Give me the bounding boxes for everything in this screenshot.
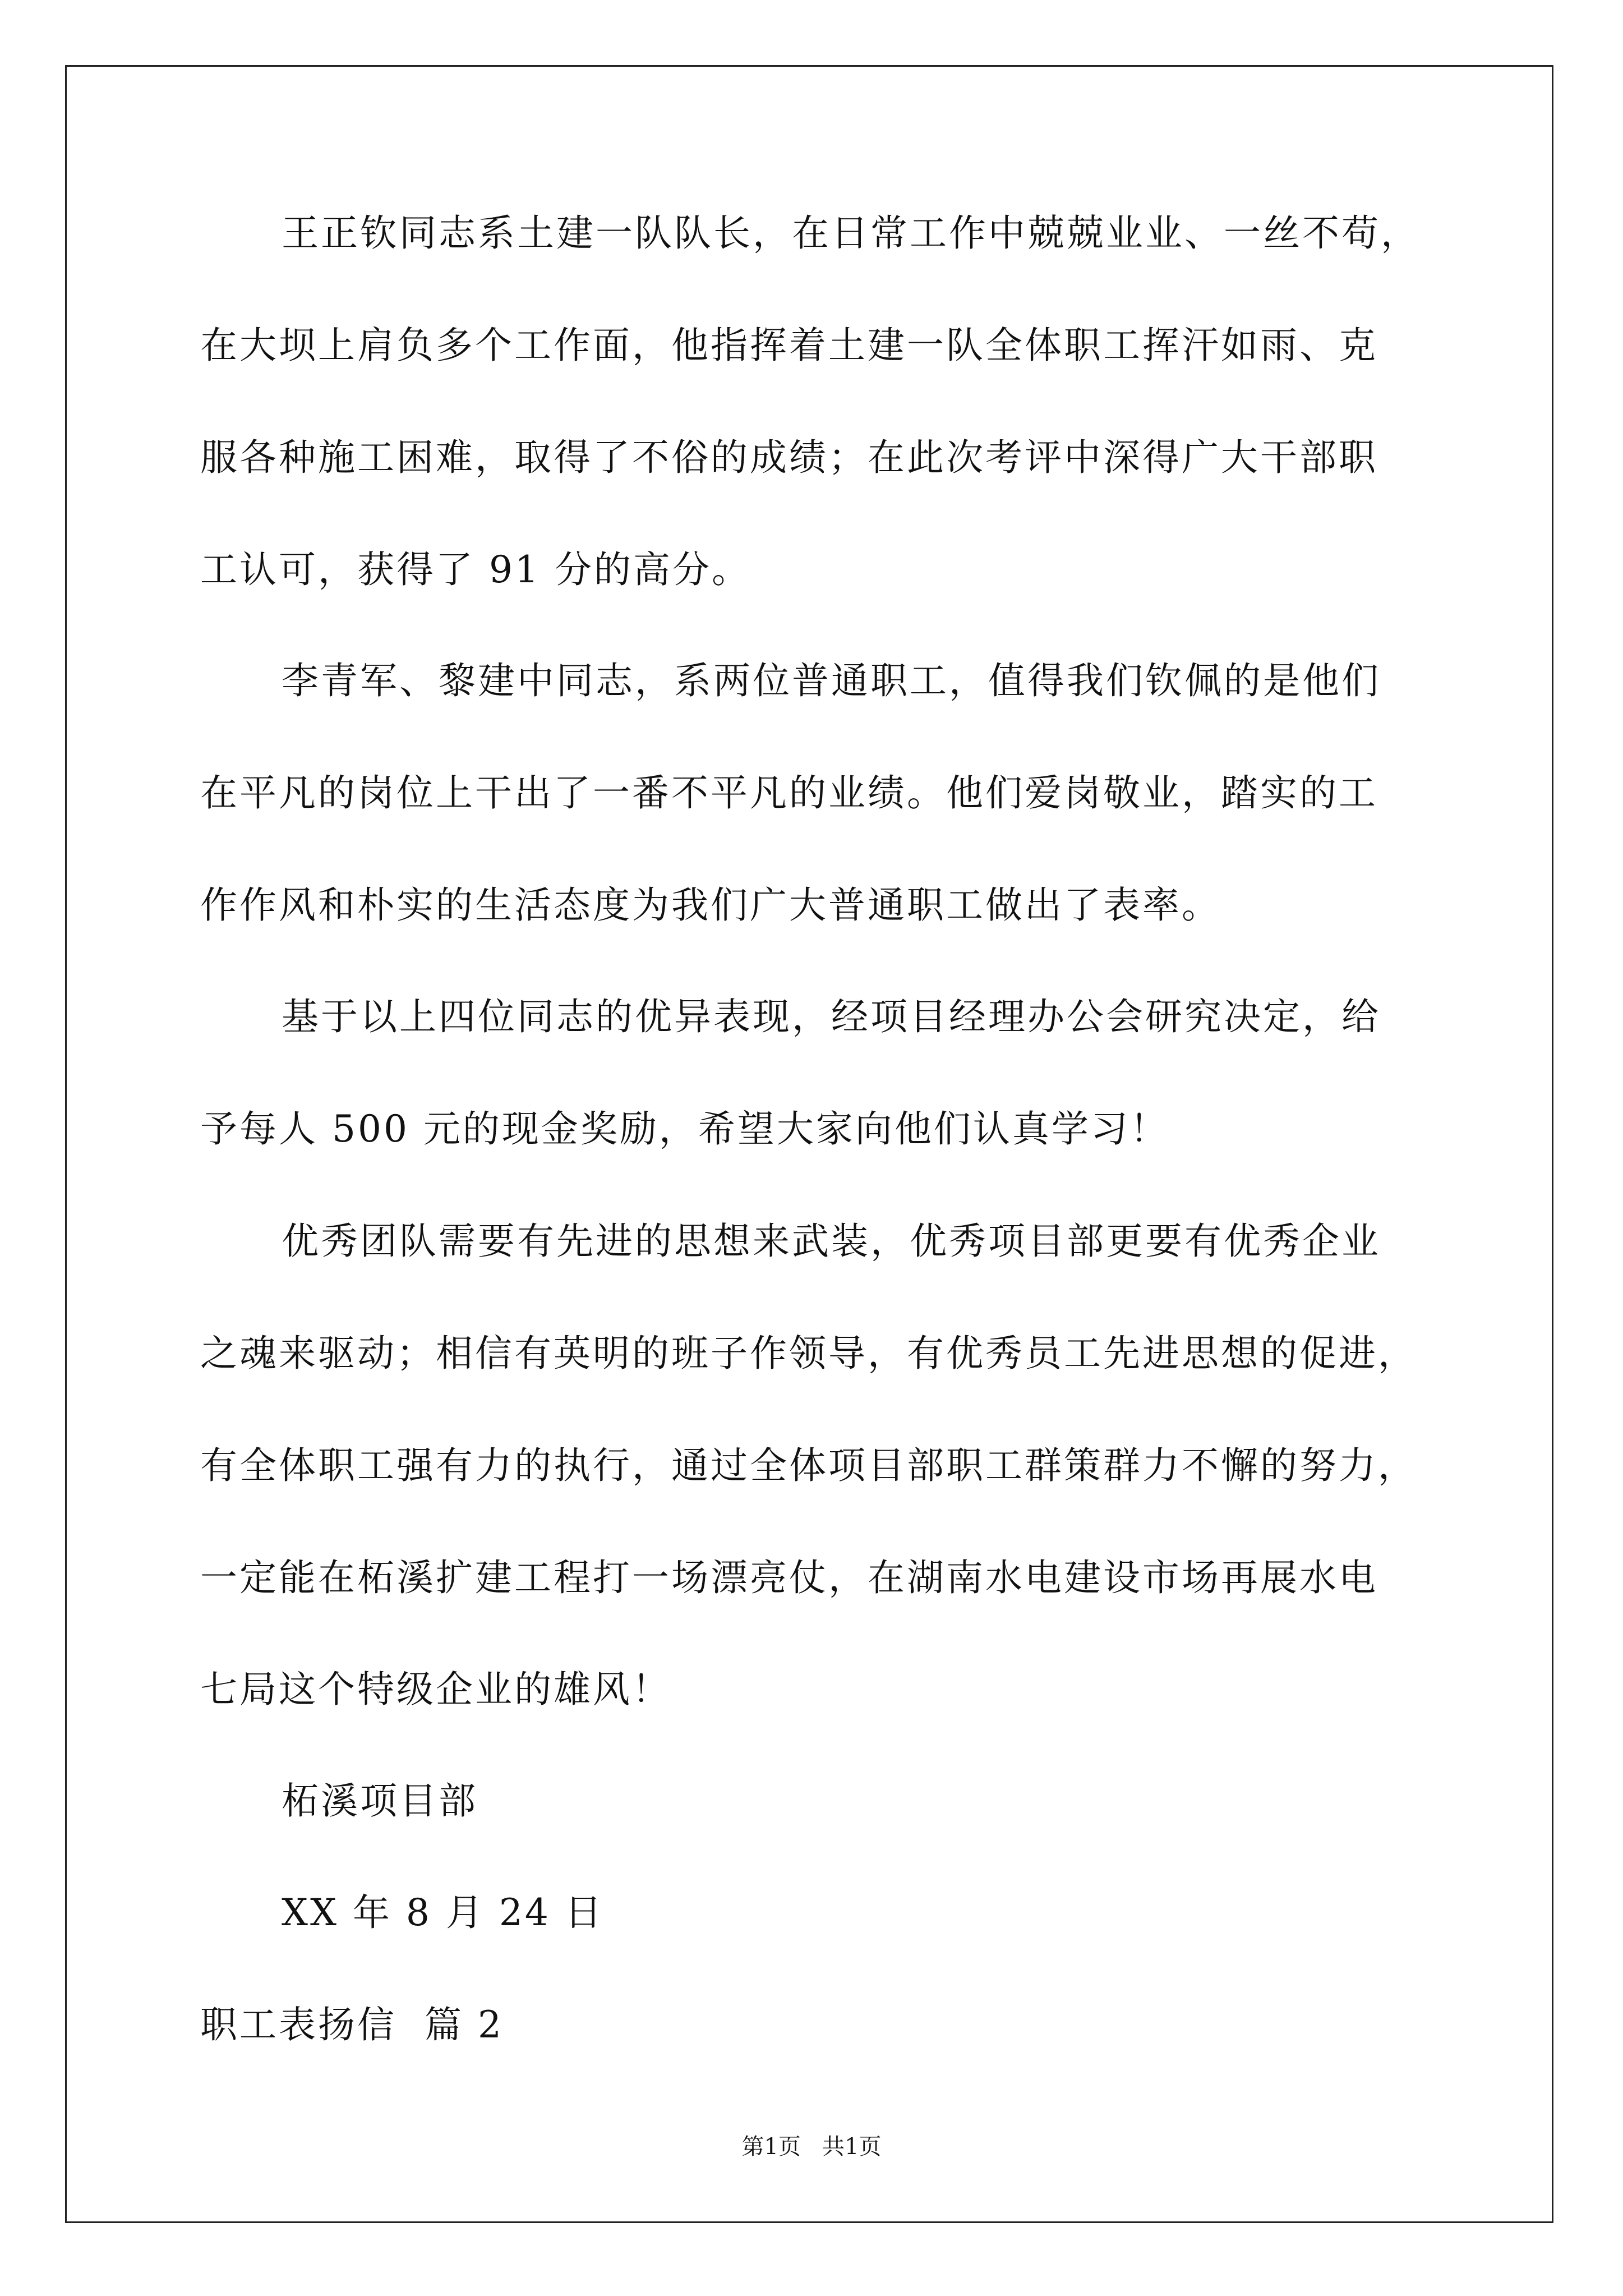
paragraph-3-line-2: 予每人 500 元的现金奖励，希望大家向他们认真学习！ — [200, 1107, 1169, 1151]
paragraph-4-line-4: 一定能在柘溪扩建工程打一场漂亮仗，在湖南水电建设市场再展水电 — [200, 1556, 1378, 1599]
paragraph-4-line-5: 七局这个特级企业的雄风！ — [200, 1668, 671, 1711]
paragraph-1-line-2: 在大坝上肩负多个工作面，他指挥着土建一队全体职工挥汗如雨、克 — [200, 324, 1378, 367]
paragraph-2-line-3: 作作风和朴实的生活态度为我们广大普通职工做出了表率。 — [200, 884, 1221, 927]
paragraph-4-line-1: 优秀团队需要有先进的思想来武装，优秀项目部更要有优秀企业 — [282, 1220, 1381, 1263]
paragraph-1-line-1: 王正钦同志系土建一队队长，在日常工作中兢兢业业、一丝不苟， — [282, 211, 1420, 255]
section-title: 职工表扬信 篇 2 — [200, 2003, 504, 2046]
page-footer: 第1页 共1页 — [741, 2134, 882, 2160]
paragraph-1-line-3: 服各种施工困难，取得了不俗的成绩；在此次考评中深得广大干部职 — [200, 436, 1378, 479]
signature-date: XX 年 8 月 24 日 — [282, 1891, 604, 1934]
paragraph-2-line-2: 在平凡的岗位上干出了一番不平凡的业绩。他们爱岗敬业，踏实的工 — [200, 771, 1378, 815]
signature-org: 柘溪项目部 — [282, 1779, 478, 1823]
paragraph-4-line-3: 有全体职工强有力的执行，通过全体项目部职工群策群力不懈的努力， — [200, 1444, 1417, 1487]
paragraph-4-line-2: 之魂来驱动；相信有英明的班子作领导，有优秀员工先进思想的促进， — [200, 1332, 1417, 1375]
paragraph-1-line-4: 工认可，获得了 91 分的高分。 — [200, 548, 751, 591]
paragraph-3-line-1: 基于以上四位同志的优异表现，经项目经理办公会研究决定，给 — [282, 995, 1381, 1038]
paragraph-2-line-1: 李青军、黎建中同志，系两位普通职工，值得我们钦佩的是他们 — [282, 659, 1381, 702]
